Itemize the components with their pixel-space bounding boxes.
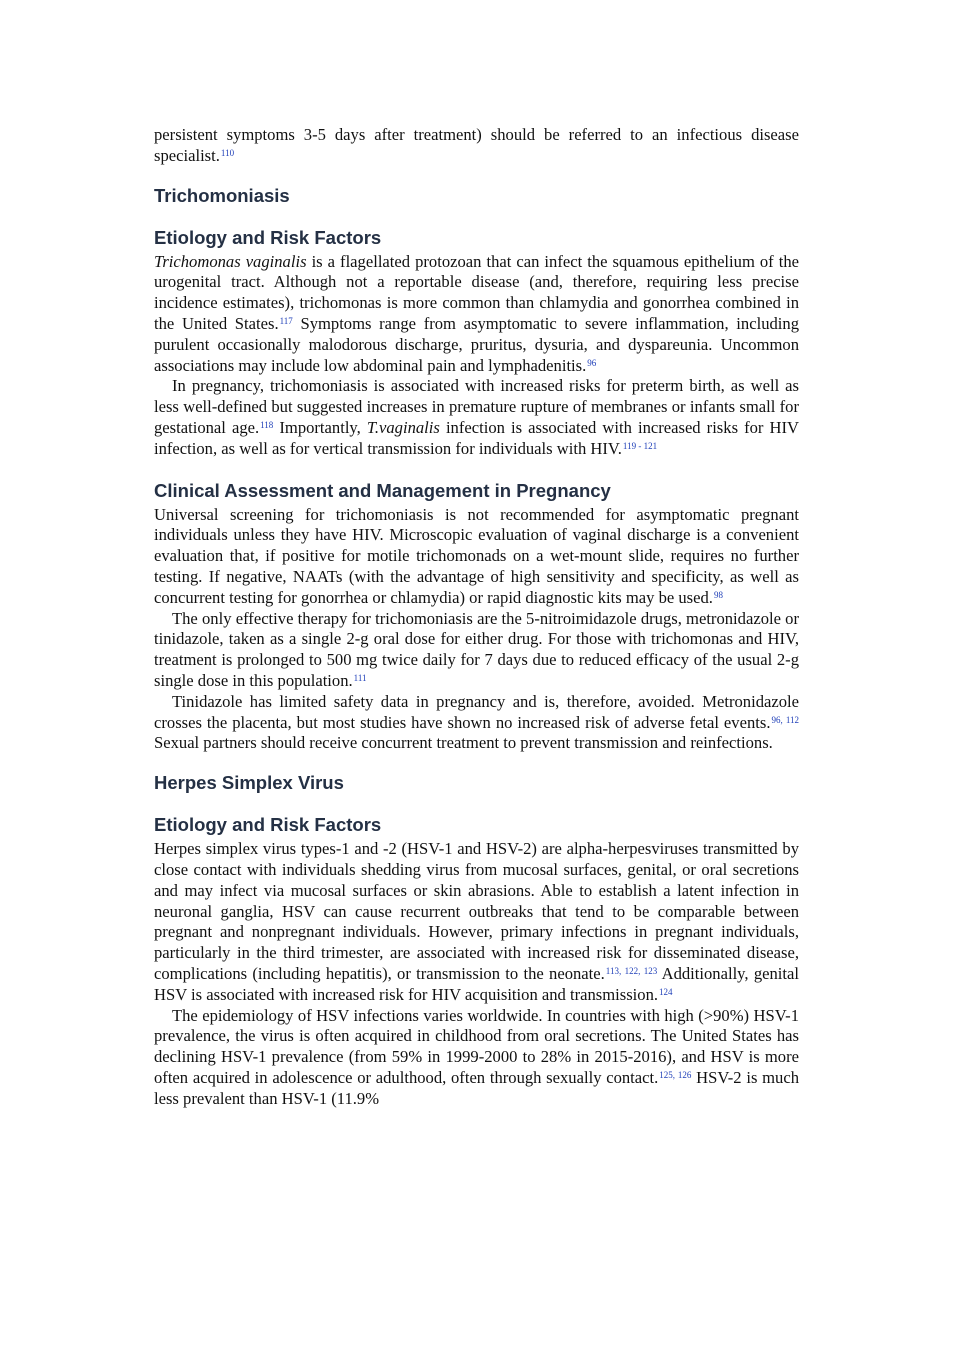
body-paragraph: The only effective therapy for trichomoniasis are the 5-nitroimidazole drugs, metronidazole or tinidazole, taken as a single 2-g oral dose for either drug. For those with trichomonas and HIV, treatment is prolonged to 500 mg twice daily for 7 days due to reduced efficacy of the usual 2-g single dose in this population.$^{111}$ bbox=[154, 608, 799, 690]
citation-ref[interactable]: 118 bbox=[260, 419, 274, 430]
citation-ref[interactable]: 96, 112 bbox=[771, 714, 800, 725]
citation-ref[interactable]: 125, 126 bbox=[659, 1069, 692, 1080]
subsection-heading-clinical: Clinical Assessment and Management in Pregnancy bbox=[154, 479, 611, 501]
species-name: T.vaginalis bbox=[366, 417, 440, 437]
document-page bbox=[154, 125, 799, 1109]
body-paragraph: The epidemiology of HSV infections varies worldwide. In countries with high (>90%) HSV-1 prevalence, the virus is often acquired in childhood from oral secretions. The United States has declining HSV-1 prevalence (from 59% in 1999-2000 to 28% in 2015-2016), and HSV is more often acquired in adolescence or adulthood, often through sexually contact.$^{125, 126}$ HSV-2 is much less prevalent than HSV-1 (11.9% bbox=[154, 1005, 800, 1108]
citation-ref[interactable]: 113, 122, 123 bbox=[605, 965, 658, 976]
citation-ref[interactable]: 124 bbox=[659, 986, 673, 997]
citation-ref[interactable]: 111 bbox=[353, 672, 367, 683]
body-paragraph: Universal screening for trichomoniasis is not recommended for asymptomatic pregnant individuals unless they have HIV. Microscopic evaluation of vaginal discharge is a convenient evaluation that, if positive for motile trichomonads on a wet-mount slide, requires no further testing. If negative, NAATs (with the advantage of high sensitivity and specificity, as well as concurrent testing for gonorrhea or chlamydia) or rapid diagnostic kits may be used.$^{98}$ bbox=[154, 504, 799, 607]
body-paragraph: Trichomonas vaginalis is a flagellated protozoan that can infect the squamous epithelium of the urogenital tract. Although not a reportable disease (and, therefore, requiring less precise incidence estimates), trichomonas is more common than chlamydia and gonorrhea combined in the United States.$^{117}$ Symptoms range from asymptomatic to severe inflammation, including purulent occasionally malodorous discharge, pruritus, dysuria, and dyspareunia. Uncommon associations may include low abdominal pain and lymphadenitis.$^{96}$ bbox=[154, 251, 799, 375]
citation-ref[interactable]: 119 - 121 bbox=[622, 440, 658, 451]
citation-ref[interactable]: 110 bbox=[220, 147, 235, 158]
body-paragraph: In pregnancy, trichomoniasis is associated with increased risks for preterm birth, as well as less well-defined but suggested increases in premature rupture of membranes or infants small for gestational age.$^{118}$ Importantly, T.vaginalis infection is associated with increased risks for HIV infection, as well as for vertical transmission for individuals with HIV.$^{119 - 121}$ bbox=[154, 376, 799, 458]
body-paragraph: Herpes simplex virus types-1 and -2 (HSV-1 and HSV-2) are alpha-herpesviruses transmitted by close contact with individuals shedding virus from mucosal surfaces, genital, or oral secretions and may infect via mucosal surfaces or skin abrasions. Able to establish a latent infection in neuronal ganglia, HSV can cause recurrent outbreaks that tend to be comparable between pregnant and nonpregnant individuals. However, primary infections in pregnant individuals, particularly in the third trimester, are associated with increased risk for disseminated disease, complications (including hepatitis), or transmission to the neonate.$^{113, 122, 123}$ Additionally, genital HSV is associated with increased risk for HIV acquisition and transmission.$^{124}$ bbox=[154, 839, 799, 1004]
subsection-heading-etiology: Etiology and Risk Factors bbox=[154, 226, 382, 248]
section-heading-hsv: Herpes Simplex Virus bbox=[154, 772, 344, 794]
citation-ref[interactable]: 98 bbox=[713, 589, 723, 600]
subsection-heading-etiology: Etiology and Risk Factors bbox=[154, 814, 382, 836]
citation-ref[interactable]: 96 bbox=[587, 357, 597, 368]
citation-ref[interactable]: 117 bbox=[279, 315, 293, 326]
section-heading-trichomoniasis: Trichomoniasis bbox=[154, 184, 290, 206]
continued-paragraph: persistent symptoms 3-5 days after treatment) should be referred to an infectious disease specialist.$^{110}$ bbox=[154, 125, 799, 165]
body-paragraph: Tinidazole has limited safety data in pregnancy and is, therefore, avoided. Metronidazole crosses the placenta, but most studies have shown no increased risk of adverse fetal events.$^{96, 112}$ Sexual partners should receive concurrent treatment to prevent transmission and reinfections. bbox=[154, 691, 800, 753]
species-name: Trichomonas vaginalis bbox=[154, 251, 307, 271]
